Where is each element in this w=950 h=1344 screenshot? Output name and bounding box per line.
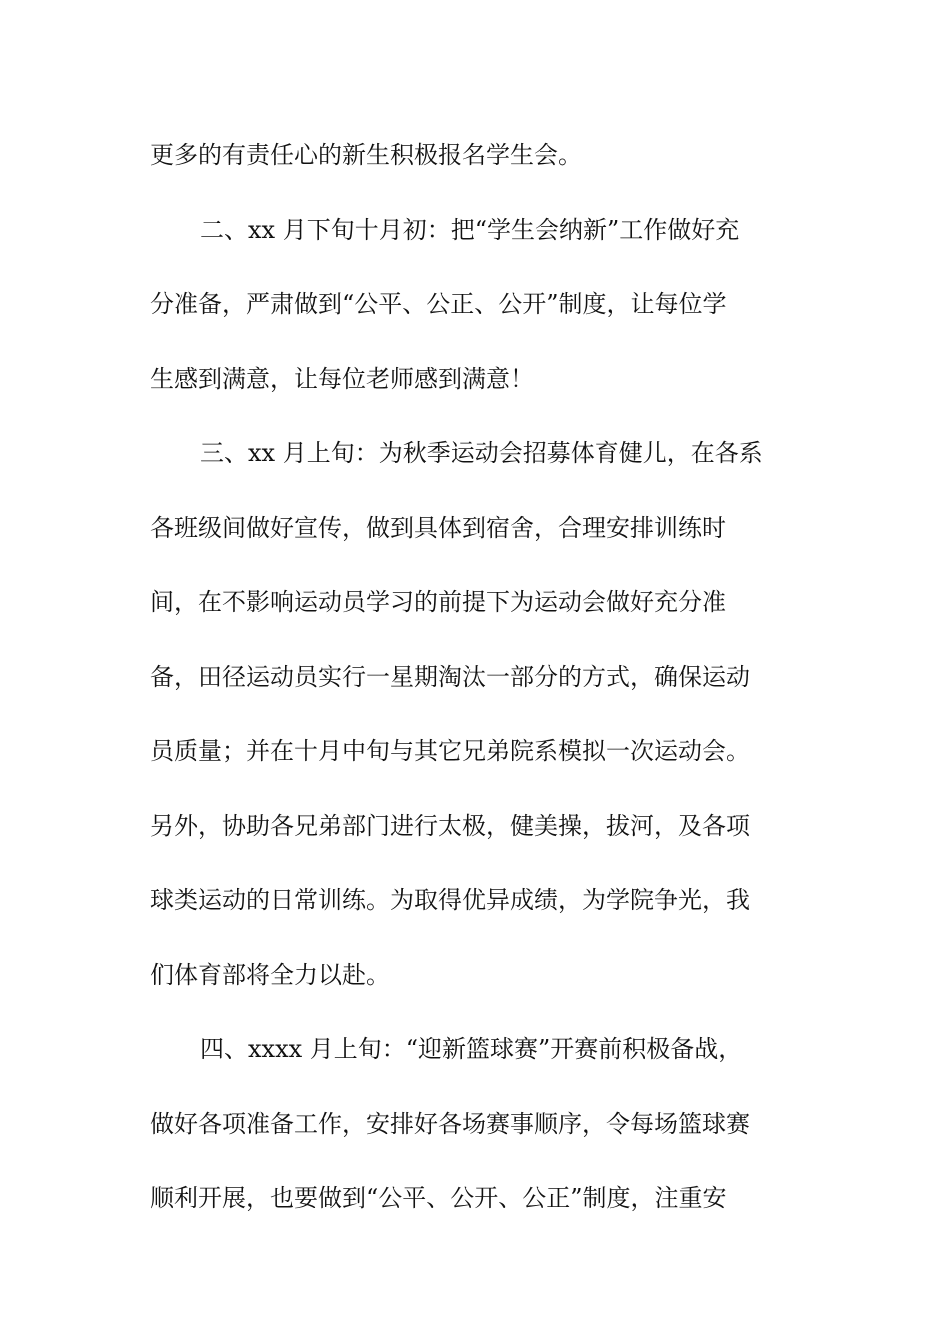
text-line: 分准备，严肃做到“公平、公正、公开”制度，让每位学 (150, 290, 727, 318)
text-line: 备，田径运动员实行一星期淘汰一部分的方式，确保运动 (150, 662, 750, 691)
text-line: 球类运动的日常训练。为取得优异成绩，为学院争光，我 (150, 886, 750, 914)
text-line: 员质量；并在十月中旬与其它兄弟院系模拟一次运动会。 (150, 737, 750, 765)
paragraph-start-line: 二、xx 月下旬十月初：把“学生会纳新”工作做好充 (200, 215, 740, 244)
text-line: 另外，协助各兄弟部门进行太极，健美操，拔河，及各项 (150, 811, 750, 840)
paragraph-start-line: 四、xxxx 月上旬：“迎新篮球赛”开赛前积极备战， (200, 1035, 743, 1063)
text-line: 顺利开展，也要做到“公平、公开、公正”制度，注重安 (150, 1184, 727, 1212)
document-body (150, 118, 810, 1236)
paragraph-start-line: 三、xx 月上旬：为秋季运动会招募体育健儿，在各系 (200, 439, 763, 467)
text-line: 生感到满意，让每位老师感到满意！ (150, 364, 534, 393)
text-line: 间，在不影响运动员学习的前提下为运动会做好充分准 (150, 588, 726, 616)
text-line: 做好各项准备工作，安排好各场赛事顺序，令每场篮球赛 (150, 1109, 750, 1138)
text-line: 们体育部将全力以赴。 (150, 960, 390, 989)
text-line: 更多的有责任心的新生积极报名学生会。 (150, 141, 582, 169)
text-line: 各班级间做好宣传，做到具体到宿舍，合理安排训练时 (150, 513, 726, 542)
